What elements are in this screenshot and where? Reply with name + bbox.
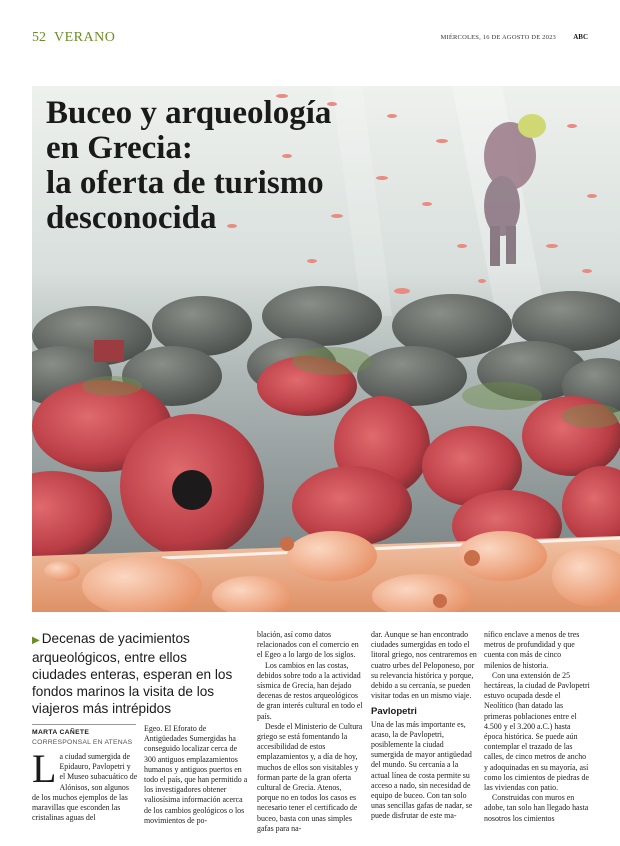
article-column-5 [484,630,590,840]
headline-line: la oferta de turismo [46,165,324,201]
body-text: Con una extensión de 25 hectáreas, la ciudad de Pavlopetri estuvo ocupada desde el Neolítico (han datado las primeras poblaciones entre el 4.500 y el 3.200 a.C.) hasta época histórica. Se puede aún contemplar el trazado de las calles, de cinco metros de ancho y adoquinadas en su mayoría, así como los cimientos de piedras de las viviendas con patio. [484,670,590,793]
drop-cap: L [32,752,57,791]
author-role: CORRESPONSAL EN ATENAS [32,739,133,746]
body-text: a ciudad sumergida de Epidauro, Pavlopetri y el Museo subacuático de Alónisos, son algunos de los muchos ejemplos de las maravillas que esconden las cristalinas aguas del [32,752,138,823]
page-header [32,30,588,48]
byline [32,724,136,746]
body-text: nífico enclave a menos de tres metros de profundidad y que cuenta con más de cinco milenios de historia. [484,630,580,670]
newspaper-logo: ABC [573,33,588,41]
body-text: Egeo. El Eforato de Antigüedades Sumergidas ha conseguido localizar cerca de 300 antiguos emplazamientos humanos y antiguos puertos en todo el país, que han permitido a los investigadores obtener valiosísima información acerca de los cambios geológicos o los movimientos de po- [144,724,248,825]
author-name: MARTA CAÑETE [32,729,90,736]
article-column-3 [257,630,363,840]
article-lead [32,630,238,717]
headline-line: Buceo y arqueología [46,95,332,131]
body-text: Construidas con muros en adobe, tan solo han llegado hasta nosotros los cimientos [484,793,589,823]
page-number: 52 [32,30,46,45]
headline-line: desconocida [46,200,217,236]
triangle-bullet-icon: ▶ [32,635,40,646]
issue-date: MIÉRCOLES, 16 DE AGOSTO DE 2023 [440,34,556,41]
article-column-2 [144,724,250,840]
article-column-4 [371,630,477,840]
body-text: blación, así como datos relacionados con el comercio en el Egeo a lo largo de los siglos. [257,630,359,660]
article-headline [46,96,486,236]
lead-text: Decenas de yacimientos arqueológicos, entre ellos ciudades enteras, esperan en los fondos marinos la visita de los viajeros más intrépidos [32,631,233,716]
subheading: Pavlopetri [371,706,417,718]
body-text: dar. Aunque se han encontrado ciudades sumergidas en todo el litoral griego, nos centraremos en cuatro urbes del Peloponeso, por su relevancia histórica y porque, debido a su cercanía, se pueden visitar todas en un mismo viaje. [371,630,477,701]
body-text: Una de las más importante es, acaso, la de Pavlopetri, posiblemente la ciudad sumergida de mayor antigüedad del mundo. Su cercanía a la actual línea de costa permite su acceso a nado, sin necesidad de equipo de buceo. Con tan solo unas sencillas gafas de nadar, se puede disfrutar de este ma- [371,719,473,821]
body-text: Los cambios en las costas, debidos sobre todo a la actividad sísmica de Grecia, han dejado decenas de restos arqueológicos de gran interés cultural en todo el país. [257,660,363,721]
article-column-1 [32,752,138,838]
body-text: Desde el Ministerio de Cultura griego se está fomentando la accesibilidad de estos emplazamientos y, a día de hoy, muchos de ellos son visitables y forman parte de la gran oferta cultural de Grecia. Atenos, porque no en todos los casos es necesario tener el certificado de buceo, basta con unas simples gafas para na- [257,721,363,833]
headline-line: en Grecia: [46,130,193,166]
section-label: VERANO [54,30,116,45]
